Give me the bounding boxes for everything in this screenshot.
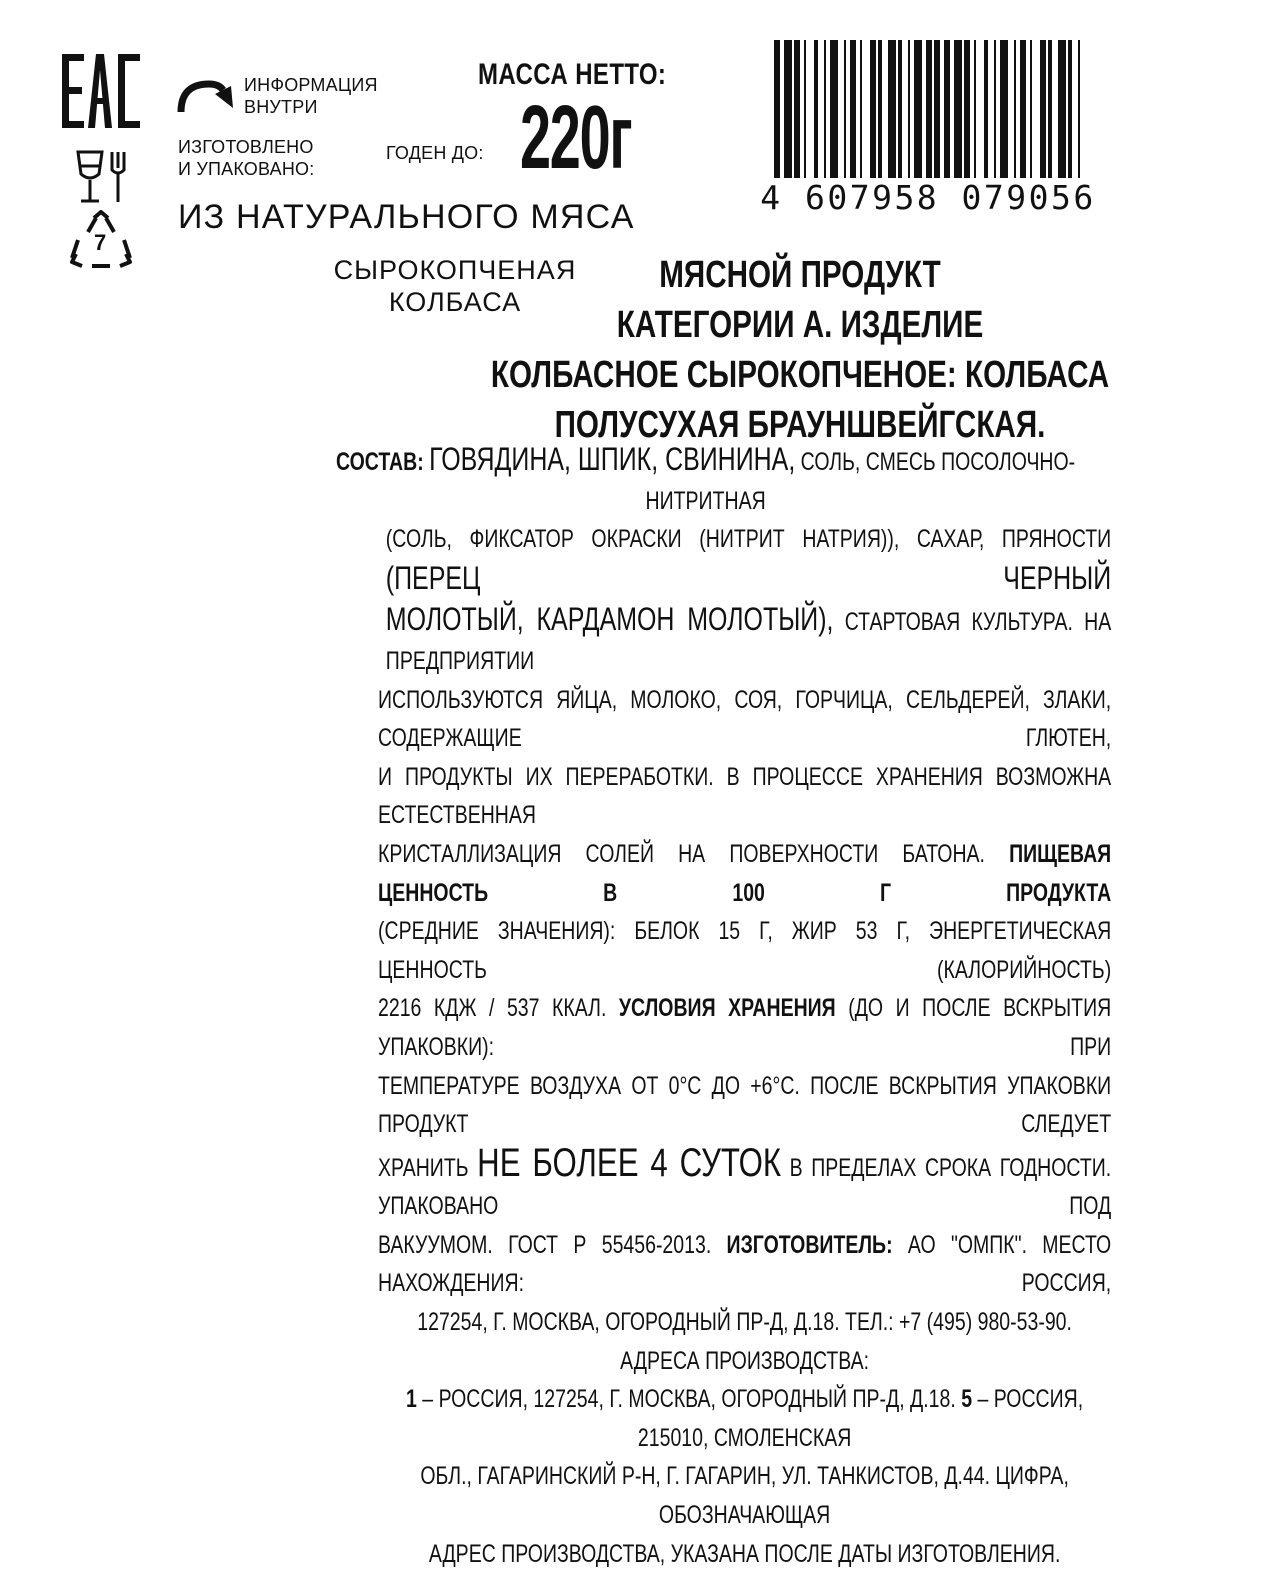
comp-line: ВАКУУМОМ. ГОСТ Р 55456-2013. ИЗГОТОВИТЕЛЬ: АО "ОМПК". МЕСТО НАХОЖДЕНИЯ: РОССИЯ, (378, 1230, 1112, 1298)
comp-line: И ПРОДУКТЫ ИХ ПЕРЕРАБОТКИ. В ПРОЦЕССЕ ХРАНЕНИЯ ВОЗМОЖНА ЕСТЕСТВЕННАЯ (378, 762, 1112, 830)
comp-line: 127254, Г. МОСКВА, ОГОРОДНЫЙ ПР-Д, Д.18. ТЕЛ.: +7 (495) 980-53-90. АДРЕСА ПРОИЗВОДСТВА: (417, 1308, 1072, 1375)
comp-line: АДРЕС ПРОИЗВОДСТВА, УКАЗАНА ПОСЛЕ ДАТЫ ИЗГОТОВЛЕНИЯ. (428, 1539, 1061, 1568)
comp-line: (СРЕДНИЕ ЗНАЧЕНИЯ): БЕЛОК 15 Г, ЖИР 53 Г, ЭНЕРГЕТИЧЕСКАЯ ЦЕННОСТЬ (КАЛОРИЙНОСТЬ) (378, 917, 1112, 984)
storage-heading: УСЛОВИЯ ХРАНЕНИЯ (618, 994, 836, 1023)
comp-line: МОЛОТЫЙ, КАРДАМОН МОЛОТЫЙ), СТАРТОВАЯ КУЛЬТУРА. НА ПРЕДПРИЯТИИ (385, 601, 1112, 675)
glass-fork-icon (72, 148, 130, 206)
storage-duration: НЕ БОЛЕЕ 4 СУТОК (477, 1140, 782, 1185)
info-inside-text: ИНФОРМАЦИЯ ВНУТРИ (244, 75, 378, 117)
made-and-packed-label: ИЗГОТОВЛЕНО И УПАКОВАНО: (178, 137, 315, 179)
title-line: КОЛБАСНОЕ СЫРОКОПЧЕНОЕ: КОЛБАСА (490, 354, 1110, 396)
composition-text (300, 440, 1111, 1573)
title-line: ПОЛУСУХАЯ БРАУНШВЕЙГСКАЯ. (554, 404, 1046, 446)
composition-label: СОСТАВ: (336, 448, 424, 476)
title-line: КАТЕГОРИИ А. ИЗДЕЛИЕ (616, 304, 984, 346)
net-mass-value: 220г (520, 88, 632, 188)
net-mass-label: МАССА НЕТТО: (478, 58, 667, 91)
curved-arrow-icon (175, 78, 235, 114)
comp-line: СОСТАВ: ГОВЯДИНА, ШПИК, СВИНИНА, СОЛЬ, СМЕСЬ ПОСОЛОЧНО-НИТРИТНАЯ (336, 441, 1076, 515)
eac-conformity-icon (60, 50, 142, 132)
recycle-code: 7 (94, 230, 107, 255)
natural-meat-text: ИЗ НАТУРАЛЬНОГО МЯСА (178, 198, 635, 236)
comp-line: ОБЛ., ГАГАРИНСКИЙ Р-Н, Г. ГАГАРИН, УЛ. ТАНКИСТОВ, Д.44. ЦИФРА, ОБОЗНАЧАЮЩАЯ (420, 1462, 1069, 1530)
comp-line: 1 – РОССИЯ, 127254, Г. МОСКВА, ОГОРОДНЫЙ ПР-Д, Д.18. 5 – РОССИЯ, 215010, СМОЛЕНСКАЯ (406, 1385, 1084, 1452)
comp-line: ХРАНИТЬ НЕ БОЛЕЕ 4 СУТОК В ПРЕДЕЛАХ СРОКА ГОДНОСТИ. УПАКОВАНО ПОД (378, 1140, 1112, 1221)
best-before-label: ГОДЕН ДО: (386, 143, 484, 163)
comp-line: ТЕМПЕРАТУРЕ ВОЗДУХА ОТ 0°С ДО +6°С. ПОСЛЕ ВСКРЫТИЯ УПАКОВКИ ПРОДУКТ СЛЕДУЕТ (378, 1071, 1112, 1139)
recycle-7-icon (68, 210, 134, 272)
product-type-text: СЫРОКОПЧЕНАЯ КОЛБАСА (333, 255, 577, 317)
comp-line: ИСПОЛЬЗУЮТСЯ ЯЙЦА, МОЛОКО, СОЯ, ГОРЧИЦА, СЕЛЬДЕРЕЙ, ЗЛАКИ, СОДЕРЖАЩИЕ ГЛЮТЕН, (378, 685, 1112, 753)
nutrition-heading: ПИЩЕВАЯ ЦЕННОСТЬ В 100 Г ПРОДУКТА (378, 839, 1112, 907)
product-title (488, 250, 1112, 450)
barcode-digits: 4 607958 079056 (754, 178, 1102, 217)
manufacturer-heading: ИЗГОТОВИТЕЛЬ: (726, 1230, 893, 1259)
comp-line: 2216 КДЖ / 537 ККАЛ. УСЛОВИЯ ХРАНЕНИЯ (ДО И ПОСЛЕ ВСКРЫТИЯ УПАКОВКИ): ПРИ (378, 994, 1112, 1061)
comp-line: (СОЛЬ, ФИКСАТОР ОКРАСКИ (НИТРИТ НАТРИЯ)), САХАР, ПРЯНОСТИ (ПЕРЕЦ ЧЕРНЫЙ (385, 525, 1112, 596)
title-line: МЯСНОЙ ПРОДУКТ (659, 254, 941, 296)
comp-line: КРИСТАЛЛИЗАЦИЯ СОЛЕЙ НА ПОВЕРХНОСТИ БАТОНА. ПИЩЕВАЯ ЦЕННОСТЬ В 100 Г ПРОДУКТА (378, 839, 1112, 907)
